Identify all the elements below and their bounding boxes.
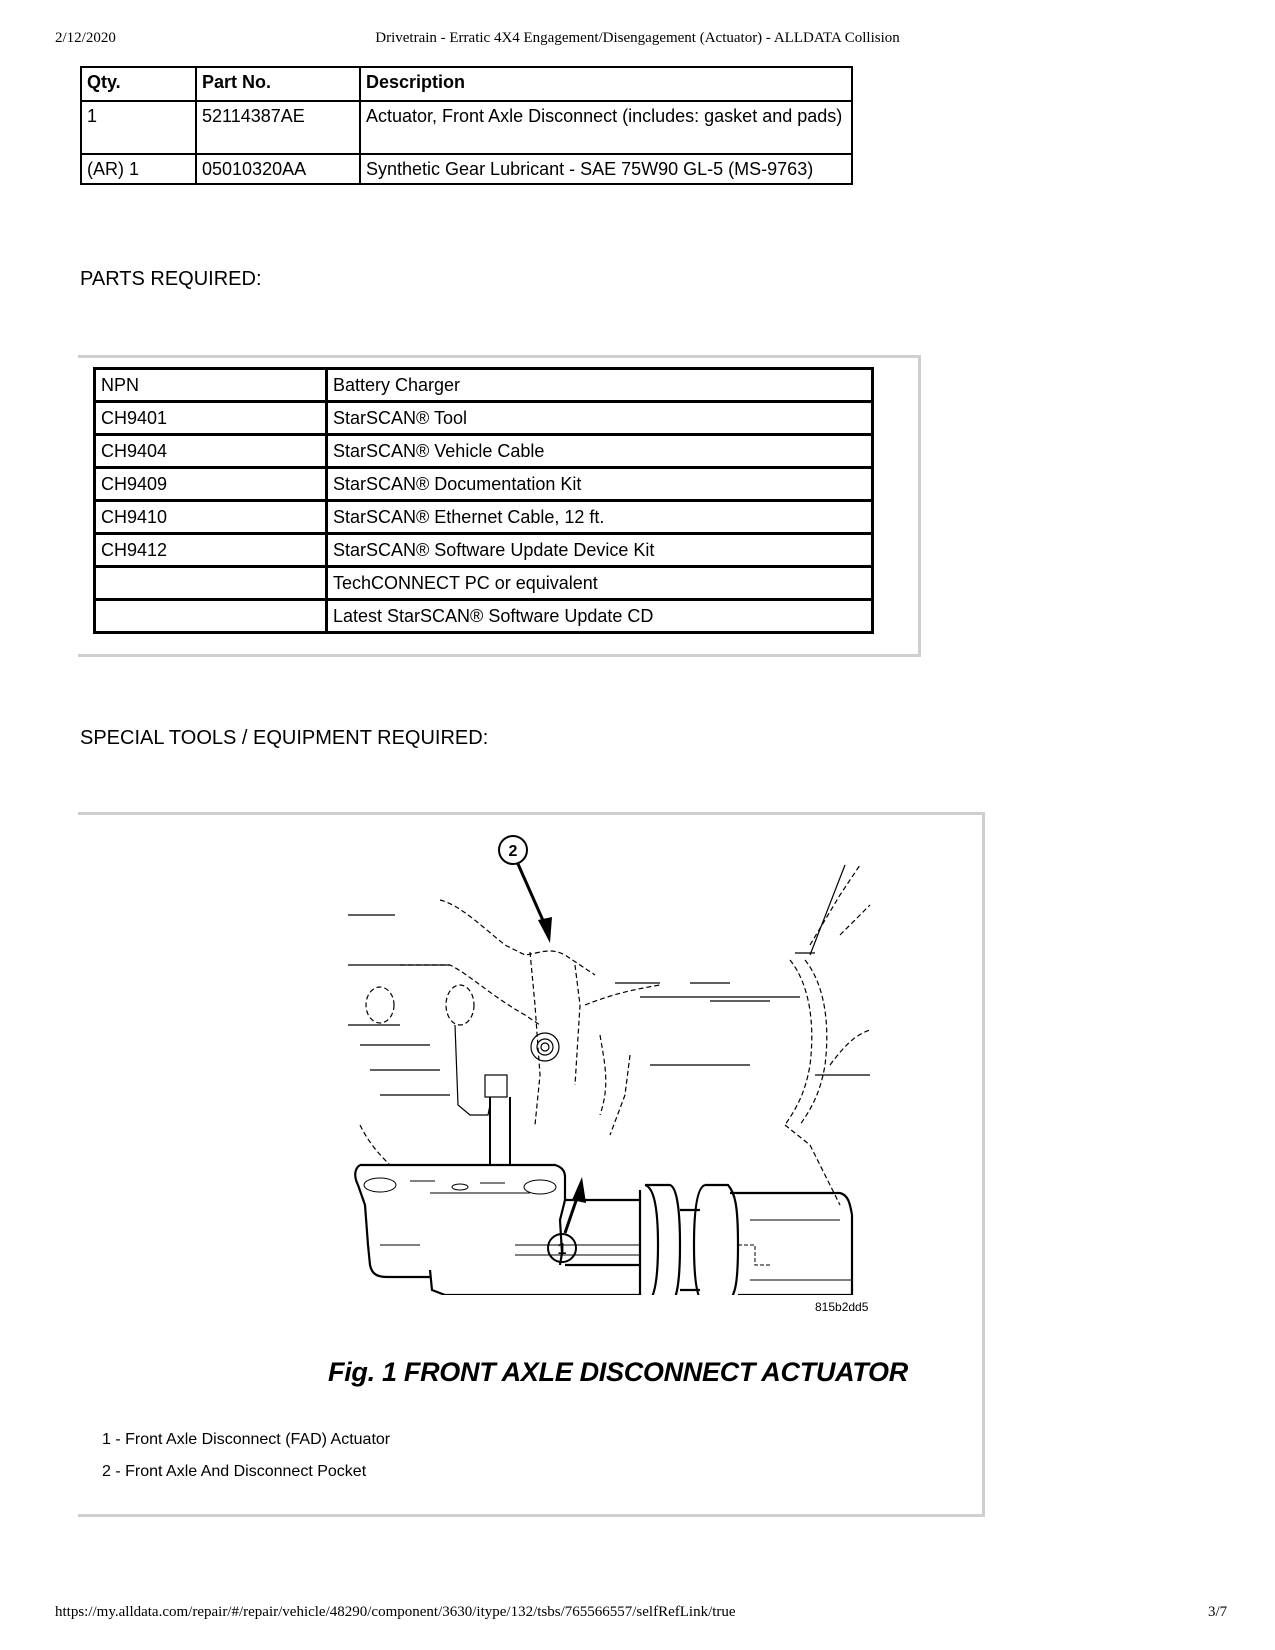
qty-cell: 1 — [81, 101, 196, 154]
callout-2 — [499, 836, 552, 943]
table-row — [95, 435, 873, 468]
tool-name-cell: Latest StarSCAN® Software Update CD — [327, 600, 873, 633]
tool-name-cell: TechCONNECT PC or equivalent — [327, 567, 873, 600]
description-cell: Actuator, Front Axle Disconnect (includes: gasket and pads) — [360, 101, 852, 154]
tool-name-cell: StarSCAN® Documentation Kit — [327, 468, 873, 501]
callout-1-label: 1 — [557, 1241, 567, 1258]
figure-legend-item: 1 - Front Axle Disconnect (FAD) Actuator — [102, 1431, 391, 1448]
table-row — [95, 501, 873, 534]
tool-number-cell: NPN — [95, 369, 327, 402]
special-tools-heading: SPECIAL TOOLS / EQUIPMENT REQUIRED: — [80, 727, 489, 749]
part-no-cell: 05010320AA — [196, 154, 360, 184]
table-row — [81, 154, 852, 184]
figure-legend-item: 2 - Front Axle And Disconnect Pocket — [102, 1463, 367, 1480]
tool-name-cell: Battery Charger — [327, 369, 873, 402]
fad-actuator-body — [355, 1165, 852, 1295]
figure-caption: Fig. 1 FRONT AXLE DISCONNECT ACTUATOR — [328, 1357, 908, 1387]
table-row — [95, 369, 873, 402]
tool-name-cell: StarSCAN® Vehicle Cable — [327, 435, 873, 468]
tool-name-cell: StarSCAN® Software Update Device Kit — [327, 534, 873, 567]
table-row — [95, 534, 873, 567]
column-header-qty: Qty. — [81, 67, 196, 101]
parts-required-heading: PARTS REQUIRED: — [80, 268, 262, 290]
tool-number-cell: CH9401 — [95, 402, 327, 435]
axle-housing-outline — [360, 865, 870, 1205]
part-no-cell: 52114387AE — [196, 101, 360, 154]
tools-table — [93, 367, 874, 634]
parts-table — [80, 66, 853, 185]
tool-name-cell: StarSCAN® Tool — [327, 402, 873, 435]
table-row — [95, 402, 873, 435]
actuator-illustration — [340, 825, 880, 1295]
table-row — [95, 600, 873, 633]
tool-number-cell: CH9412 — [95, 534, 327, 567]
page-title: Drivetrain - Erratic 4X4 Engagement/Disengagement (Actuator) - ALLDATA Collision — [375, 30, 900, 46]
housing-solid-lines — [348, 865, 870, 1165]
page-number: 3/7 — [1208, 1604, 1228, 1620]
description-cell: Synthetic Gear Lubricant - SAE 75W90 GL-5 (MS-9763) — [360, 154, 852, 184]
tool-number-cell: CH9409 — [95, 468, 327, 501]
tool-number-cell: CH9404 — [95, 435, 327, 468]
table-row — [95, 567, 873, 600]
column-header-part-no: Part No. — [196, 67, 360, 101]
column-header-description: Description — [360, 67, 852, 101]
callout-2-label: 2 — [508, 843, 518, 860]
page-url: https://my.alldata.com/repair/#/repair/vehicle/48290/component/3630/itype/132/tsbs/765566557/selfRefLink/true — [55, 1604, 736, 1620]
tool-number-cell — [95, 600, 327, 633]
table-header-row — [81, 67, 852, 101]
tool-name-cell: StarSCAN® Ethernet Cable, 12 ft. — [327, 501, 873, 534]
qty-cell: (AR) 1 — [81, 154, 196, 184]
print-date: 2/12/2020 — [55, 30, 116, 46]
tool-number-cell — [95, 567, 327, 600]
table-row — [81, 101, 852, 154]
table-row — [95, 468, 873, 501]
figure-image-code: 815b2dd5 — [815, 1300, 869, 1314]
callout-1 — [548, 1177, 586, 1262]
tool-number-cell: CH9410 — [95, 501, 327, 534]
